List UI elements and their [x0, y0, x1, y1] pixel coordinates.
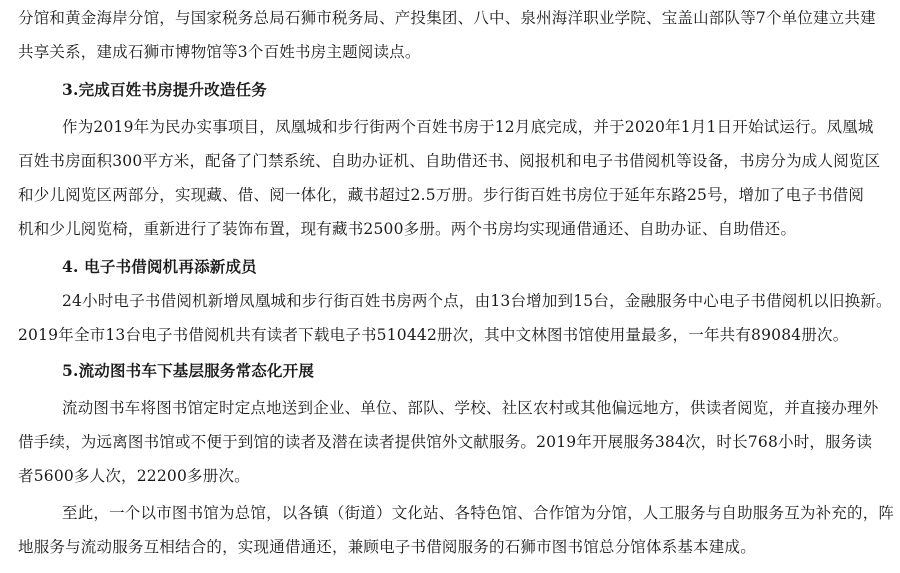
paragraph-line: 流动图书车将图书馆定时定点地送到企业、单位、部队、学校、社区农村或其他偏远地方，供读者阅览，并直接办理外: [62, 399, 879, 417]
paragraph-line: 者5600多人次，22200多册次。: [18, 467, 250, 485]
section-heading: 4. 电子书借阅机再添新成员: [62, 257, 257, 276]
paragraph-line: 借手续，为远离图书馆或不便于到馆的读者及潜在读者提供馆外文献服务。2019年开展服务384次，时长768小时，服务读: [18, 433, 873, 451]
paragraph-line: 地服务与流动服务互相结合的，实现通借通还，兼顾电子书借阅服务的石狮市图书馆总分馆体系基本建成。: [18, 538, 756, 556]
section-heading: 5.流动图书车下基层服务常态化开展: [62, 361, 315, 380]
paragraph-line: 共享关系，建成石狮市博物馆等3个百姓书房主题阅读点。: [18, 43, 421, 61]
paragraph-line: 分馆和黄金海岸分馆，与国家税务总局石狮市税务局、产投集团、八中、泉州海洋职业学院、宝盖山部队等7个单位建立共建: [18, 9, 876, 27]
paragraph-line: 至此，一个以市图书馆为总馆，以各镇（街道）文化站、各特色馆、合作馆为分馆，人工服务与自助服务互为补充的，阵: [62, 504, 895, 522]
paragraph-line: 2019年全市13台电子书借阅机共有读者下载电子书510442册次，其中文林图书馆使用量最多，一年共有89084册次。: [18, 326, 849, 344]
paragraph-line: 24小时电子书借阅机新增凤凰城和步行街百姓书房两个点，由13台增加到15台，金融服务中心电子书借阅机以旧换新。: [62, 292, 892, 310]
paragraph-line: 机和少儿阅览椅，重新进行了装饰布置，现有藏书2500多册。两个书房均实现通借通还、自助办证、自助借还。: [18, 220, 797, 238]
paragraph-line: 和少儿阅览区两部分，实现藏、借、阅一体化，藏书超过2.5万册。步行街百姓书房位于延年东路25号，增加了电子书借阅: [18, 186, 865, 204]
section-heading: 3.完成百姓书房提升改造任务: [62, 80, 267, 99]
paragraph-line: 百姓书房面积300平方米，配备了门禁系统、自助办证机、自助借还书、阅报机和电子书借阅机等设备，书房分为成人阅览区: [18, 152, 881, 170]
paragraph-line: 作为2019年为民办实事项目，凤凰城和步行街两个百姓书房于12月底完成，并于2020年1月1日开始试运行。凤凰城: [62, 118, 874, 136]
